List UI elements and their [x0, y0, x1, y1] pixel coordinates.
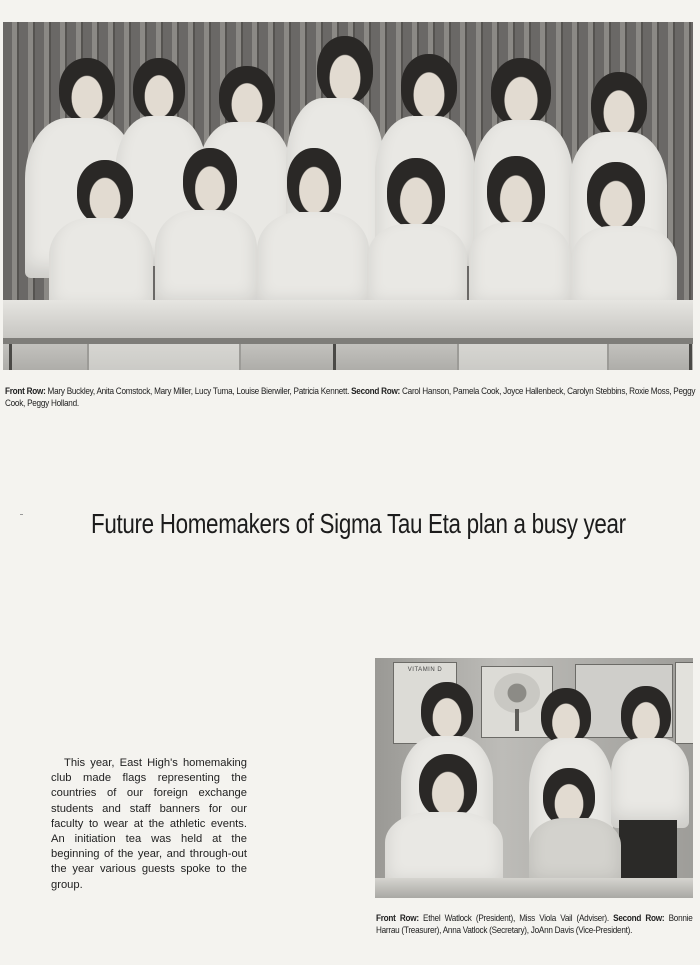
- caption-names-second-row: Bonnie Harrau (Treasurer), Anna Vatlock (Secretary), JoAnn Davis (Vice-President).: [376, 913, 693, 936]
- group-photo-top: [3, 22, 693, 370]
- divider-mark: [20, 514, 23, 515]
- officers-photo: [375, 658, 693, 898]
- caption-names-second-row: Carol Hanson, Pamela Cook, Joyce Hallenbeck, Carolyn Stebbins, Roxie Moss, Peggy Cook, Peggy Holland.: [5, 386, 696, 409]
- photo-caption-top: [5, 386, 697, 410]
- caption-names-front-row: Mary Buckley, Anita Comstock, Mary Miller, Lucy Tuma, Louise Bierwiler, Patricia Kennett.: [45, 386, 352, 397]
- page-title: Future Homemakers of Sigma Tau Eta plan a busy year: [91, 508, 626, 539]
- desk: [375, 878, 693, 898]
- photo-caption-bottom: [376, 913, 692, 937]
- glass-panel: [457, 344, 609, 370]
- caption-label-front-row: Front Row:: [376, 913, 419, 924]
- glass-panel: [87, 344, 241, 370]
- caption-label-second-row: Second Row:: [613, 913, 665, 924]
- caption-names-front-row: Ethel Watlock (President), Miss Viola Vail (Adviser).: [418, 913, 614, 924]
- caption-label-second-row: Second Row:: [351, 386, 401, 397]
- poster-label: VITAMIN D: [407, 667, 443, 673]
- caption-label-front-row: Front Row:: [5, 386, 46, 397]
- story-text: This year, East High's homemaking club made flags representing the countries of our foreign exchange students and staff banners for our faculty to wear at the athletic events. An initiation tea was held at the beginning of the year, and through-out the year various guests spoke to the group.: [51, 757, 247, 891]
